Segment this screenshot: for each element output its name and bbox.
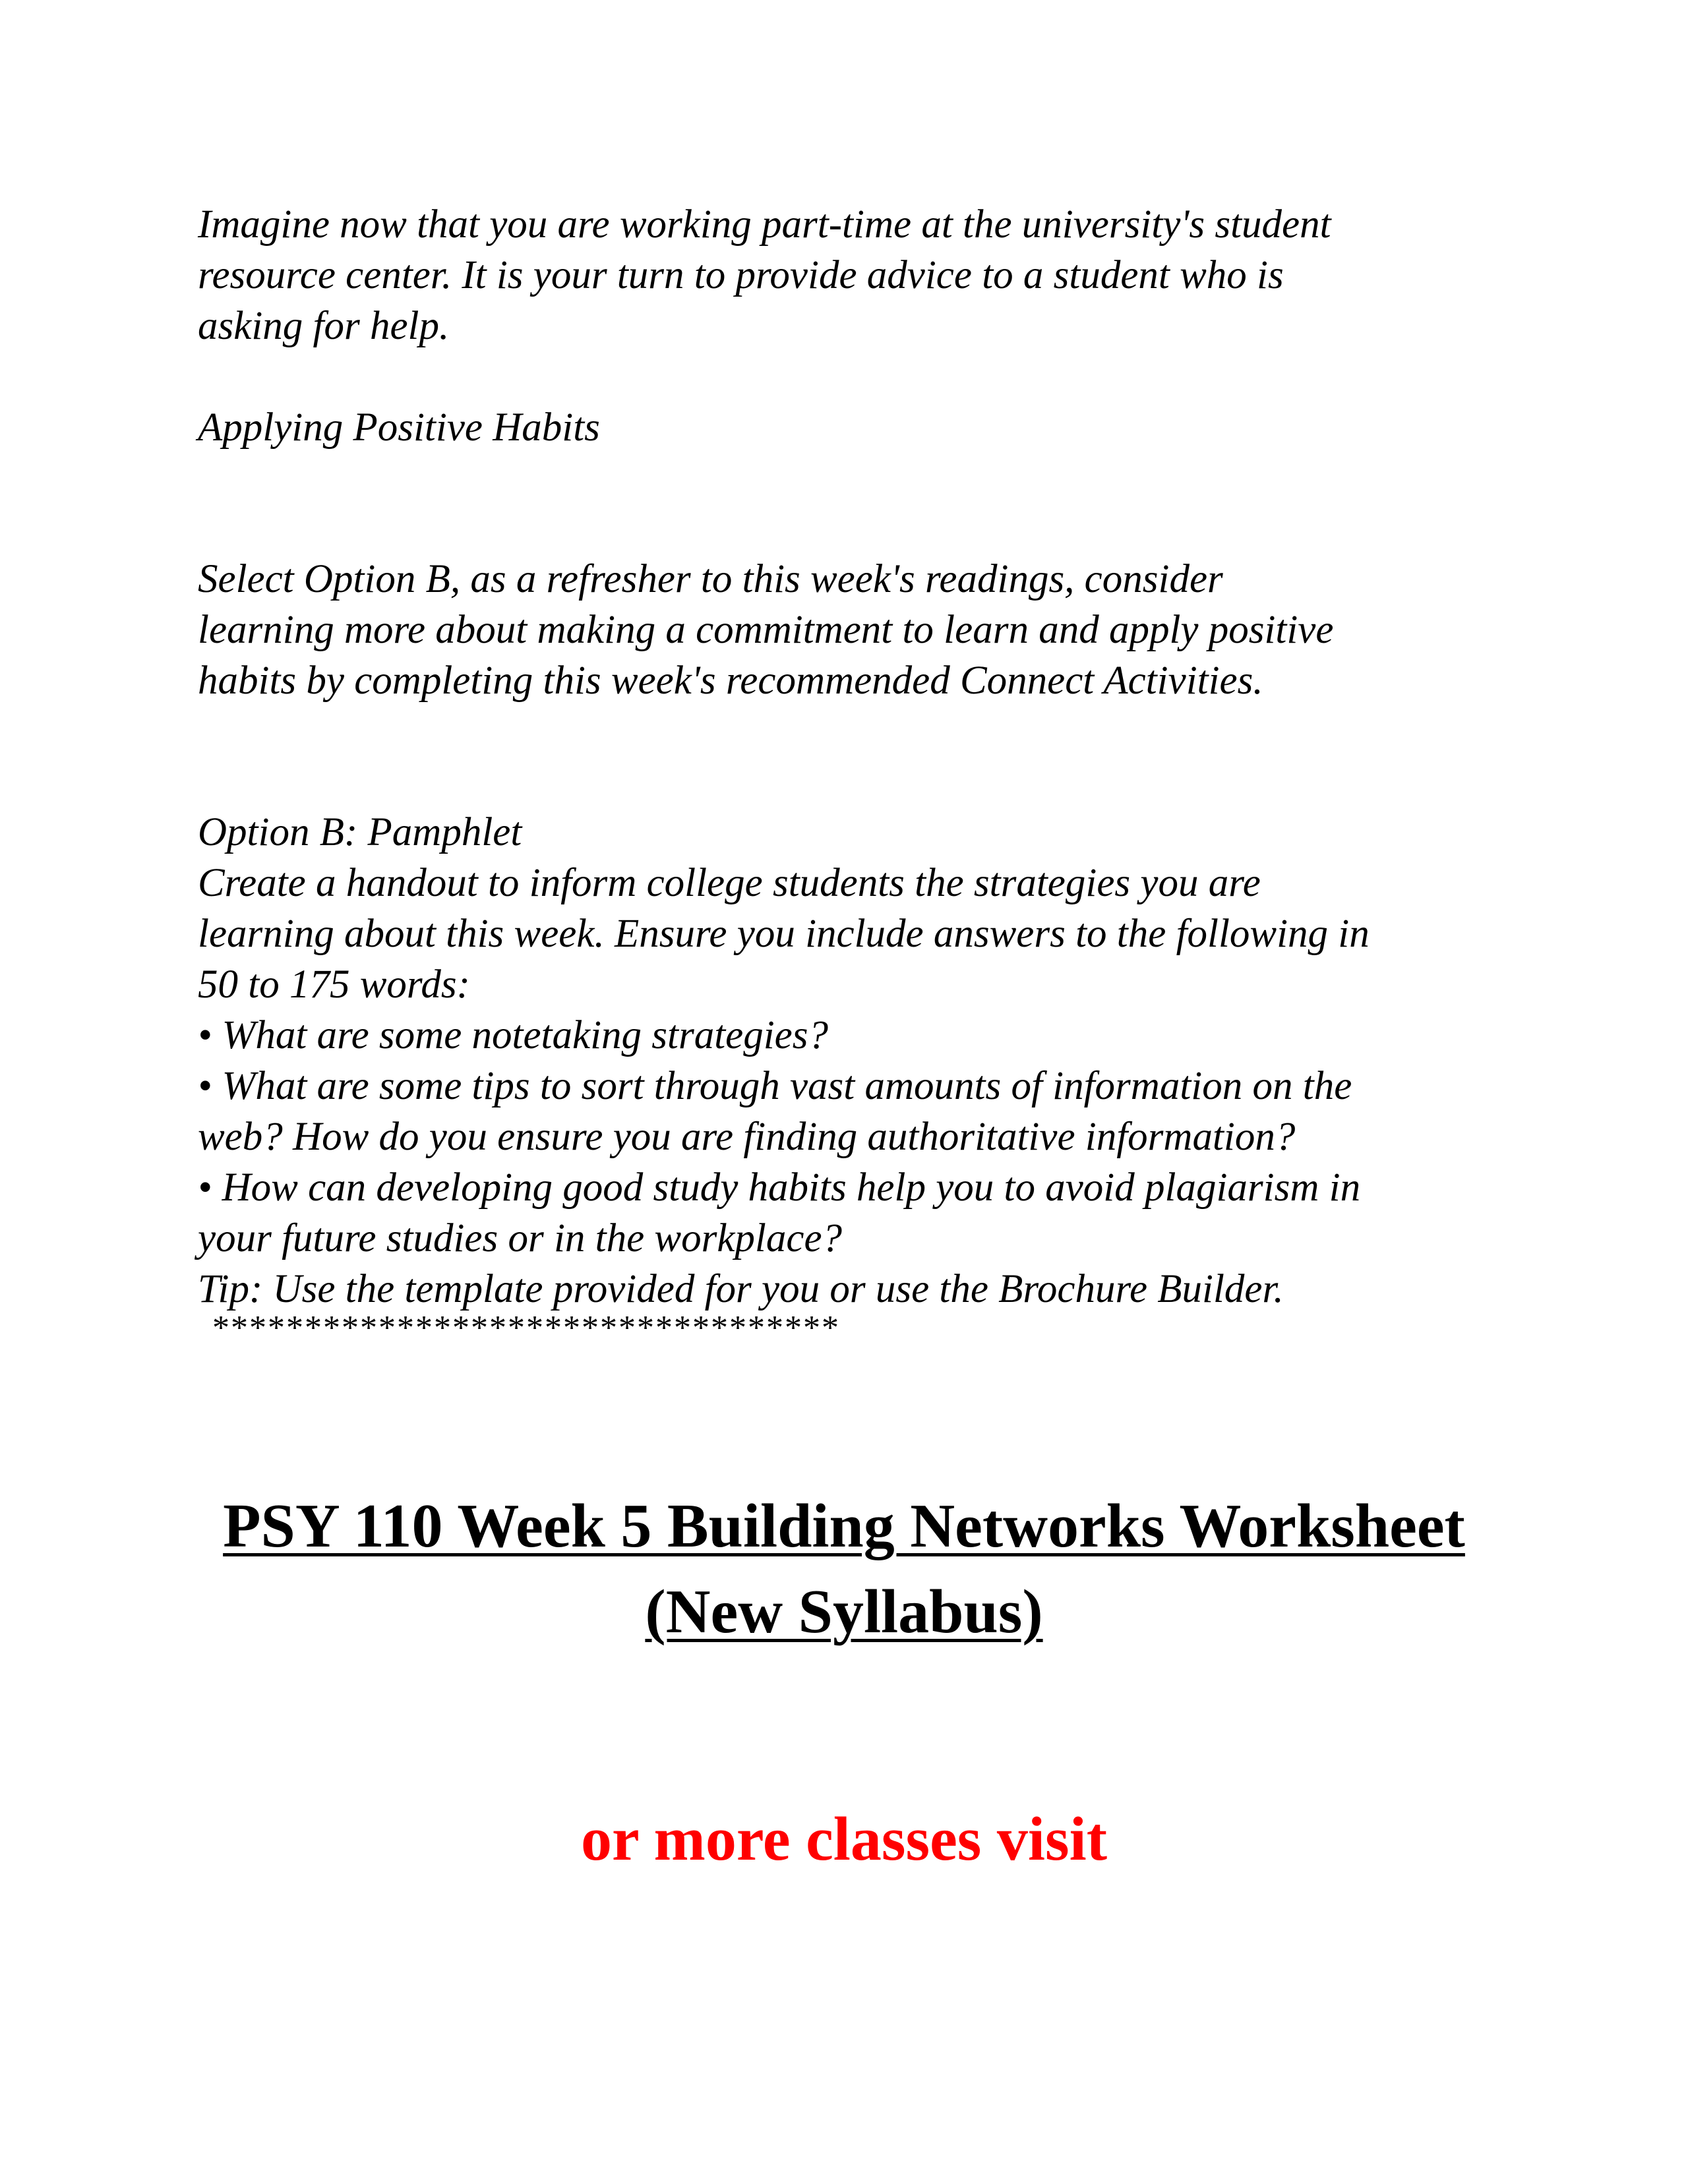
intro-line: resource center. It is your turn to provide advice to a student who is: [198, 253, 1284, 297]
section-title: Applying Positive Habits: [198, 405, 600, 450]
option-b-title: Option B: Pamphlet: [198, 810, 522, 854]
bullet-item: • How can developing good study habits help you to avoid plagiarism in: [198, 1166, 1361, 1210]
intro-line: Imagine now that you are working part-time at the university's student: [198, 202, 1331, 247]
separator-stars: **********************************: [212, 1309, 840, 1347]
page-title: PSY 110 Week 5 Building Networks Worksheet: [223, 1492, 1465, 1560]
option-b-line: 50 to 175 words:: [198, 962, 470, 1007]
bullet-item-continuation: web? How do you ensure you are finding authoritative information?: [198, 1115, 1296, 1159]
select-option-line: learning more about making a commitment to learn and apply positive: [198, 608, 1334, 652]
option-b-block: [198, 807, 1503, 1314]
bullet-item-continuation: your future studies or in the workplace?: [198, 1216, 843, 1260]
bullet-item: • What are some tips to sort through vast amounts of information on the: [198, 1064, 1352, 1108]
select-option-line: habits by completing this week's recommended Connect Activities.: [198, 659, 1263, 703]
select-option-line: Select Option B, as a refresher to this week's readings, consider: [198, 557, 1223, 601]
more-classes-link[interactable]: or more classes visit: [581, 1805, 1107, 1874]
bullet-item: • What are some notetaking strategies?: [198, 1013, 828, 1057]
option-b-line: learning about this week. Ensure you include answers to the following in: [198, 912, 1370, 956]
option-b-line: Create a handout to inform college students the strategies you are: [198, 861, 1261, 905]
page-subtitle: (New Syllabus): [645, 1578, 1043, 1646]
select-option-paragraph: [198, 554, 1503, 706]
tip-line: Tip: Use the template provided for you or use the Brochure Builder.: [198, 1267, 1284, 1311]
intro-paragraph: [198, 199, 1503, 351]
intro-line: asking for help.: [198, 304, 450, 348]
